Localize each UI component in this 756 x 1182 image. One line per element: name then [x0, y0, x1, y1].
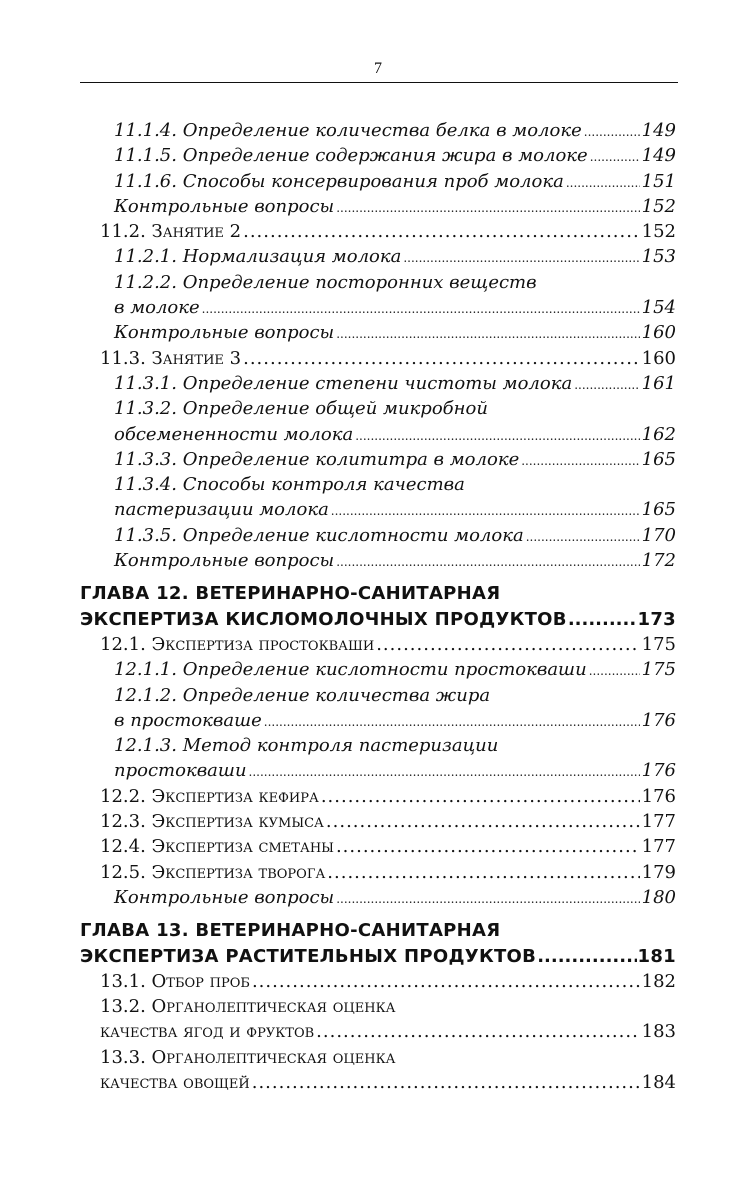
toc-entry-page: 177: [641, 811, 676, 833]
toc-entry-12-1-2-line1[interactable]: [80, 683, 676, 708]
dot-leader: [249, 760, 640, 785]
toc-entry-12-2[interactable]: [80, 784, 676, 809]
toc-entry-page: 165: [641, 448, 676, 470]
toc-entry-11-1-5[interactable]: [80, 143, 676, 168]
toc-entry-12-5[interactable]: [80, 860, 676, 885]
dot-leader: [252, 969, 640, 994]
toc-entry-12-1-1[interactable]: [80, 657, 676, 682]
toc-chapter-13-line1[interactable]: [80, 918, 676, 943]
toc-entry-title: 12.1.3. Метод контроля пастеризации: [114, 735, 499, 757]
toc-entry-page: 182: [641, 970, 676, 992]
toc-entry-page: 170: [641, 524, 676, 546]
toc-entry-page: 179: [641, 861, 676, 883]
toc-entry-11-3-5[interactable]: [80, 523, 676, 548]
toc-chapter-12-line2[interactable]: [80, 607, 676, 632]
toc-entry-title: 12.1. Экспертиза простокваши: [100, 633, 375, 655]
toc-entry-page: 162: [641, 423, 676, 445]
toc-entry-page: 183: [641, 1021, 676, 1043]
toc-entry-title: 11.3. Занятие 3: [100, 347, 242, 369]
toc-entry-title: 11.3.1. Определение степени чистоты молока: [114, 372, 573, 394]
dot-leader: [355, 424, 639, 449]
toc-entry-page: 153: [641, 246, 676, 268]
chapter-title-cont: ЭКСПЕРТИЗА КИСЛОМОЛОЧНЫХ ПРОДУКТОВ: [80, 608, 567, 630]
toc-entry-page: 176: [641, 760, 676, 782]
dot-leader: [327, 860, 639, 885]
toc-entry-11-2-2-line2[interactable]: [80, 295, 676, 320]
chapter-title: ГЛАВА 12. ВЕТЕРИНАРНО-САНИТАРНАЯ: [80, 583, 501, 605]
dot-leader: [326, 809, 640, 834]
dot-leader: [403, 246, 639, 271]
toc-entry-page: 176: [641, 785, 676, 807]
dot-leader: [584, 120, 640, 145]
dot-leader: [568, 607, 637, 632]
toc-entry-12-1[interactable]: [80, 632, 676, 657]
dot-leader: [264, 710, 640, 735]
dot-leader: [202, 297, 640, 322]
chapter-page: 181: [637, 945, 676, 967]
toc-entry-12-3[interactable]: [80, 809, 676, 834]
toc-entry-title: 11.2.1. Нормализация молока: [114, 246, 402, 268]
toc-entry-13-3-line1[interactable]: [80, 1045, 676, 1070]
toc-entry-11-3-2-line1[interactable]: [80, 396, 676, 421]
toc-entry-13-3-line2[interactable]: [80, 1070, 676, 1095]
toc-entry-title-cont: в молоке: [114, 297, 200, 319]
toc-entry-12-1-3-line2[interactable]: [80, 758, 676, 783]
toc-entry-title: 13.2. Органолептическая оценка: [100, 996, 396, 1018]
dot-leader: [336, 196, 639, 221]
toc-entry-title-cont: качества овощей: [100, 1071, 250, 1093]
dot-leader: [316, 1019, 639, 1044]
dot-leader: [243, 219, 640, 244]
toc-entry-title: Контрольные вопросы: [114, 886, 335, 908]
toc-entry-page: 184: [641, 1071, 676, 1093]
dot-leader: [521, 449, 639, 474]
chapter-page: 173: [637, 608, 676, 630]
dot-leader: [321, 784, 640, 809]
toc-entry-page: 160: [641, 322, 676, 344]
toc-entry-11-3-4-line2[interactable]: [80, 497, 676, 522]
toc-entry-page: 154: [641, 297, 676, 319]
toc-entry-11-1-6[interactable]: [80, 169, 676, 194]
toc-entry-title: 12.3. Экспертиза кумыса: [100, 811, 324, 833]
dot-leader: [331, 499, 640, 524]
toc-entry-title-cont: в простокваше: [114, 709, 262, 731]
table-of-contents: [80, 118, 676, 1095]
chapter-title: ГЛАВА 13. ВЕТЕРИНАРНО-САНИТАРНАЯ: [80, 920, 501, 942]
dot-leader: [336, 322, 639, 347]
toc-entry-title: 11.3.5. Определение кислотности молока: [114, 524, 524, 546]
toc-entry-11-3-4-line1[interactable]: [80, 472, 676, 497]
dot-leader: [336, 887, 639, 912]
toc-entry-12-1-3-line1[interactable]: [80, 733, 676, 758]
toc-entry-11-2[interactable]: [80, 219, 676, 244]
toc-entry-title: 11.2. Занятие 2: [100, 221, 242, 243]
toc-entry-title: Контрольные вопросы: [114, 195, 335, 217]
chapter-title-cont: ЭКСПЕРТИЗА РАСТИТЕЛЬНЫХ ПРОДУКТОВ: [80, 945, 537, 967]
toc-entry-page: 177: [641, 836, 676, 858]
toc-entry-title: 11.2.2. Определение посторонних веществ: [114, 271, 537, 293]
toc-entry-11-2-2-line1[interactable]: [80, 270, 676, 295]
toc-entry-title: 13.1. Отбор проб: [100, 970, 250, 992]
toc-entry-11-2-1[interactable]: [80, 244, 676, 269]
dot-leader: [574, 373, 639, 398]
toc-entry-page: 152: [641, 221, 676, 243]
toc-entry-title-cont: качества ягод и фруктов: [100, 1021, 315, 1043]
toc-entry-page: 160: [641, 347, 676, 369]
toc-entry-title: 12.1.2. Определение количества жира: [114, 684, 491, 706]
toc-entry-title: Контрольные вопросы: [114, 322, 335, 344]
toc-entry-13-2-line2[interactable]: [80, 1019, 676, 1044]
dot-leader: [589, 659, 640, 684]
toc-entry-title: 12.2. Экспертиза кефира: [100, 785, 319, 807]
toc-entry-title: 12.4. Экспертиза сметаны: [100, 836, 334, 858]
dot-leader: [566, 171, 640, 196]
toc-entry-title: 11.3.4. Способы контроля качества: [114, 474, 465, 496]
toc-entry-11-3-2-line2[interactable]: [80, 422, 676, 447]
toc-entry-11-3-1[interactable]: [80, 371, 676, 396]
toc-entry-12-4[interactable]: [80, 834, 676, 859]
dot-leader: [526, 525, 640, 550]
toc-entry-title: Контрольные вопросы: [114, 550, 335, 572]
toc-entry-13-1[interactable]: [80, 969, 676, 994]
toc-entry-page: 175: [641, 633, 676, 655]
toc-entry-review-questions[interactable]: [80, 320, 676, 345]
toc-entry-title-cont: обсемененности молока: [114, 423, 354, 445]
toc-entry-page: 152: [641, 195, 676, 217]
toc-entry-title-cont: пастеризации молока: [114, 499, 329, 521]
toc-chapter-13-line2[interactable]: [80, 944, 676, 969]
toc-entry-title: 11.1.4. Определение количества белка в молоке: [114, 120, 582, 141]
dot-leader: [537, 944, 636, 969]
dot-leader: [243, 346, 640, 371]
toc-entry-11-3[interactable]: [80, 346, 676, 371]
dot-leader: [336, 550, 639, 575]
toc-entry-review-questions[interactable]: [80, 885, 676, 910]
dot-leader: [252, 1070, 640, 1095]
toc-entry-page: 165: [641, 499, 676, 521]
toc-entry-title: 11.3.2. Определение общей микробной: [114, 398, 488, 420]
toc-entry-title: 12.1.1. Определение кислотности простокваши: [114, 659, 587, 681]
toc-entry-title: 13.3. Органолептическая оценка: [100, 1046, 396, 1068]
dot-leader: [376, 632, 639, 657]
toc-entry-page: 151: [641, 170, 676, 192]
toc-entry-page: 161: [641, 372, 676, 394]
toc-entry-title: 12.5. Экспертиза творога: [100, 861, 326, 883]
toc-entry-title: 11.3.3. Определение колититра в молоке: [114, 448, 520, 470]
toc-entry-review-questions[interactable]: [80, 194, 676, 219]
toc-entry-title: 11.1.5. Определение содержания жира в молоке: [114, 145, 588, 167]
toc-entry-page: 172: [641, 550, 676, 572]
dot-leader: [336, 834, 640, 859]
toc-entry-page: 176: [641, 709, 676, 731]
toc-entry-page: 149: [641, 120, 676, 141]
toc-entry-page: 180: [641, 886, 676, 908]
toc-entry-title: 11.1.6. Способы консервирования проб молока: [114, 170, 564, 192]
toc-entry-page: 175: [641, 659, 676, 681]
toc-entry-title-cont: простокваши: [114, 760, 247, 782]
toc-entry-12-1-2-line2[interactable]: [80, 708, 676, 733]
toc-entry-11-1-4[interactable]: [80, 118, 676, 143]
toc-entry-13-2-line1[interactable]: [80, 994, 676, 1019]
header-rule: [80, 82, 678, 83]
toc-entry-review-questions[interactable]: [80, 548, 676, 573]
toc-entry-11-3-3[interactable]: [80, 447, 676, 472]
toc-chapter-12-line1[interactable]: [80, 581, 676, 606]
page-number: 7: [374, 60, 382, 77]
dot-leader: [590, 145, 640, 170]
toc-entry-page: 149: [641, 145, 676, 167]
